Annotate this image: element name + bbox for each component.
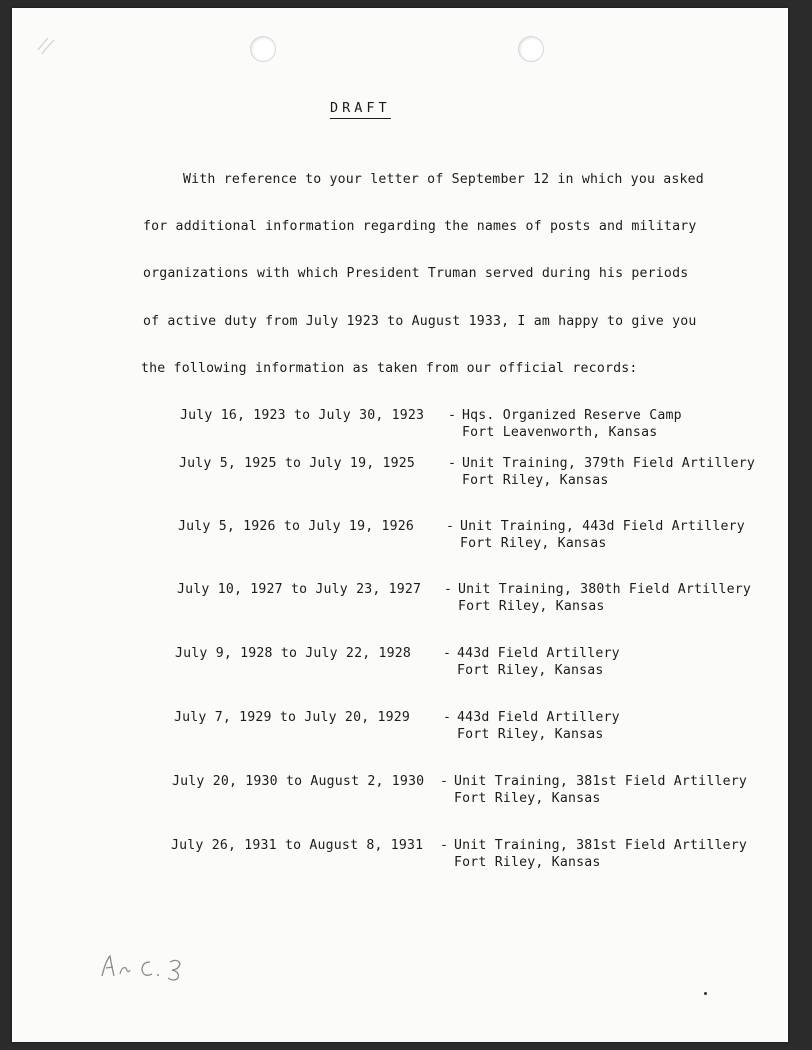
entry-dates: July 20, 1930 to August 2, 1930 bbox=[172, 774, 425, 789]
entry-organization: 443d Field Artillery bbox=[457, 710, 620, 725]
entry-location: Fort Riley, Kansas bbox=[454, 791, 601, 806]
punch-hole-right bbox=[518, 36, 544, 62]
entry-organization: Unit Training, 381st Field Artillery bbox=[454, 774, 748, 789]
entry-dash: - bbox=[443, 710, 452, 725]
entry-dash: - bbox=[440, 774, 449, 789]
entry-location: Fort Riley, Kansas bbox=[457, 663, 604, 678]
ink-speck bbox=[704, 992, 707, 995]
entry-dash: - bbox=[444, 582, 453, 597]
handwritten-note-mark bbox=[98, 948, 208, 984]
entry-dates: July 16, 1923 to July 30, 1923 bbox=[180, 408, 425, 423]
paragraph-line-3: organizations with which President Truman served during his periods bbox=[143, 266, 689, 281]
entry-dates: July 7, 1929 to July 20, 1929 bbox=[174, 710, 411, 725]
entry-organization: Unit Training, 381st Field Artillery bbox=[454, 838, 748, 853]
entry-location: Fort Riley, Kansas bbox=[460, 536, 607, 551]
entry-dash: - bbox=[446, 519, 455, 534]
entry-dates: July 9, 1928 to July 22, 1928 bbox=[175, 646, 412, 661]
paragraph-line-2: for additional information regarding the names of posts and military bbox=[143, 219, 697, 234]
entry-dash: - bbox=[448, 408, 457, 423]
entry-dates: July 5, 1926 to July 19, 1926 bbox=[178, 519, 415, 534]
draft-heading: DRAFT bbox=[330, 100, 391, 119]
entry-organization: Unit Training, 380th Field Artillery bbox=[458, 582, 752, 597]
entry-location: Fort Riley, Kansas bbox=[457, 727, 604, 742]
entry-dates: July 10, 1927 to July 23, 1927 bbox=[177, 582, 422, 597]
entry-organization: 443d Field Artillery bbox=[457, 646, 620, 661]
paragraph-line-4: of active duty from July 1923 to August 1933, I am happy to give you bbox=[143, 314, 697, 329]
entry-dash: - bbox=[448, 456, 457, 471]
entry-organization: Unit Training, 379th Field Artillery bbox=[462, 456, 756, 471]
paragraph-line-5: the following information as taken from our official records: bbox=[141, 361, 638, 376]
entry-location: Fort Riley, Kansas bbox=[458, 599, 605, 614]
entry-location: Fort Leavenworth, Kansas bbox=[462, 425, 658, 440]
entry-organization: Hqs. Organized Reserve Camp bbox=[462, 408, 682, 423]
paragraph-line-1: With reference to your letter of September 12 in which you asked bbox=[183, 172, 704, 187]
entry-location: Fort Riley, Kansas bbox=[454, 855, 601, 870]
paper-wear-mark bbox=[34, 28, 74, 58]
entry-dash: - bbox=[443, 646, 452, 661]
entry-organization: Unit Training, 443d Field Artillery bbox=[460, 519, 745, 534]
entry-dates: July 5, 1925 to July 19, 1925 bbox=[179, 456, 416, 471]
document-page bbox=[12, 8, 788, 1042]
punch-hole-left bbox=[250, 36, 276, 62]
entry-dash: - bbox=[440, 838, 449, 853]
entry-location: Fort Riley, Kansas bbox=[462, 473, 609, 488]
entry-dates: July 26, 1931 to August 8, 1931 bbox=[171, 838, 424, 853]
